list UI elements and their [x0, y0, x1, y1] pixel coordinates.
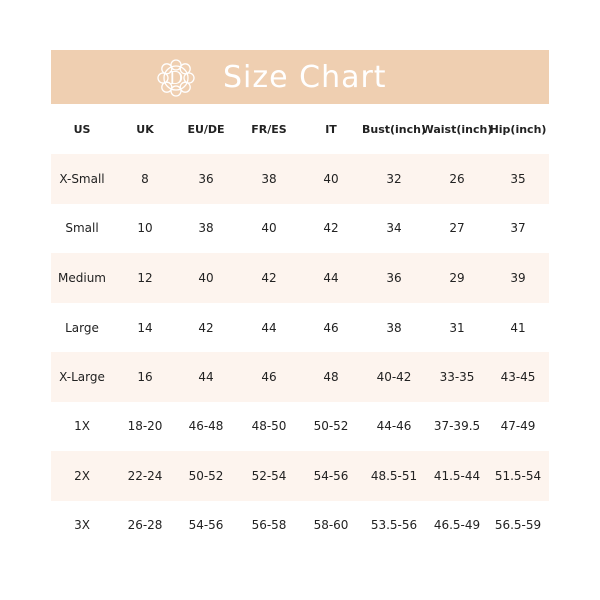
table-cell: 36	[198, 172, 214, 186]
table-cell: 16	[137, 370, 153, 384]
table-cell: 38	[261, 172, 277, 186]
table-row	[51, 213, 549, 243]
column-header-fr-es: FR/ES	[251, 123, 287, 136]
table-cell: 36	[386, 271, 402, 285]
table-cell: 56.5-59	[494, 518, 542, 532]
table-row	[51, 263, 549, 293]
table-cell: 54-56	[188, 518, 224, 532]
table-cell: 42	[198, 321, 214, 335]
table-row	[51, 164, 549, 194]
table-cell: 44-46	[376, 419, 412, 433]
column-header-it: IT	[325, 123, 337, 136]
table-cell: 40-42	[376, 370, 412, 384]
table-cell: 48	[323, 370, 339, 384]
table-cell: 2X	[74, 469, 90, 483]
logo-letter: D	[168, 67, 184, 89]
table-cell: 18-20	[127, 419, 163, 433]
table-cell: 48-50	[251, 419, 287, 433]
table-row	[51, 411, 549, 441]
column-header-uk: UK	[136, 123, 154, 136]
table-cell: 46	[323, 321, 339, 335]
table-cell: Small	[65, 221, 99, 235]
table-cell: 22-24	[127, 469, 163, 483]
table-cell: 40	[323, 172, 339, 186]
table-cell: 56-58	[251, 518, 287, 532]
table-cell: 26-28	[127, 518, 163, 532]
table-cell: 47-49	[500, 419, 536, 433]
table-cell: 46.5-49	[433, 518, 481, 532]
table-cell: 26	[449, 172, 465, 186]
table-cell: 44	[323, 271, 339, 285]
page-title: Size Chart	[223, 60, 387, 95]
table-row	[51, 362, 549, 392]
table-cell: 39	[510, 271, 526, 285]
table-cell: 38	[198, 221, 214, 235]
column-header-us: US	[73, 123, 91, 136]
table-cell: 44	[198, 370, 214, 384]
table-cell: 48.5-51	[370, 469, 418, 483]
table-cell: 33-35	[439, 370, 475, 384]
table-cell: 3X	[74, 518, 90, 532]
table-cell: 34	[386, 221, 402, 235]
table-cell: X-Small	[59, 172, 105, 186]
table-cell: 46	[261, 370, 277, 384]
table-cell: 32	[386, 172, 402, 186]
table-header-row	[51, 115, 549, 145]
table-cell: 41	[510, 321, 526, 335]
column-header-hip: Hip(inch)	[489, 123, 547, 136]
table-cell: 42	[261, 271, 277, 285]
table-cell: 50-52	[188, 469, 224, 483]
table-cell: 37	[510, 221, 526, 235]
table-cell: 42	[323, 221, 339, 235]
table-cell: 40	[261, 221, 277, 235]
table-cell: 10	[137, 221, 153, 235]
table-cell: Medium	[58, 271, 106, 285]
table-cell: 52-54	[251, 469, 287, 483]
table-cell: 54-56	[313, 469, 349, 483]
table-cell: 14	[137, 321, 153, 335]
table-cell: 50-52	[313, 419, 349, 433]
table-cell: 37-39.5	[433, 419, 481, 433]
table-cell: 8	[141, 172, 149, 186]
table-cell: 53.5-56	[370, 518, 418, 532]
table-cell: 44	[261, 321, 277, 335]
table-cell: Large	[65, 321, 99, 335]
table-cell: 40	[198, 271, 214, 285]
table-cell: 27	[449, 221, 465, 235]
table-cell: 29	[449, 271, 465, 285]
table-cell: 31	[449, 321, 465, 335]
table-row	[51, 461, 549, 491]
table-cell: 35	[510, 172, 526, 186]
table-cell: 38	[386, 321, 402, 335]
table-cell: 51.5-54	[494, 469, 542, 483]
table-cell: 46-48	[188, 419, 224, 433]
table-cell: 58-60	[313, 518, 349, 532]
table-cell: X-Large	[59, 370, 105, 384]
table-cell: 1X	[74, 419, 90, 433]
table-row	[51, 510, 549, 540]
column-header-waist: Waist(inch)	[421, 123, 493, 136]
table-cell: 43-45	[500, 370, 536, 384]
column-header-eu-de: EU/DE	[187, 123, 225, 136]
column-header-bust: Bust(inch)	[361, 123, 427, 136]
table-cell: 41.5-44	[433, 469, 481, 483]
table-cell: 12	[137, 271, 153, 285]
table-row	[51, 313, 549, 343]
